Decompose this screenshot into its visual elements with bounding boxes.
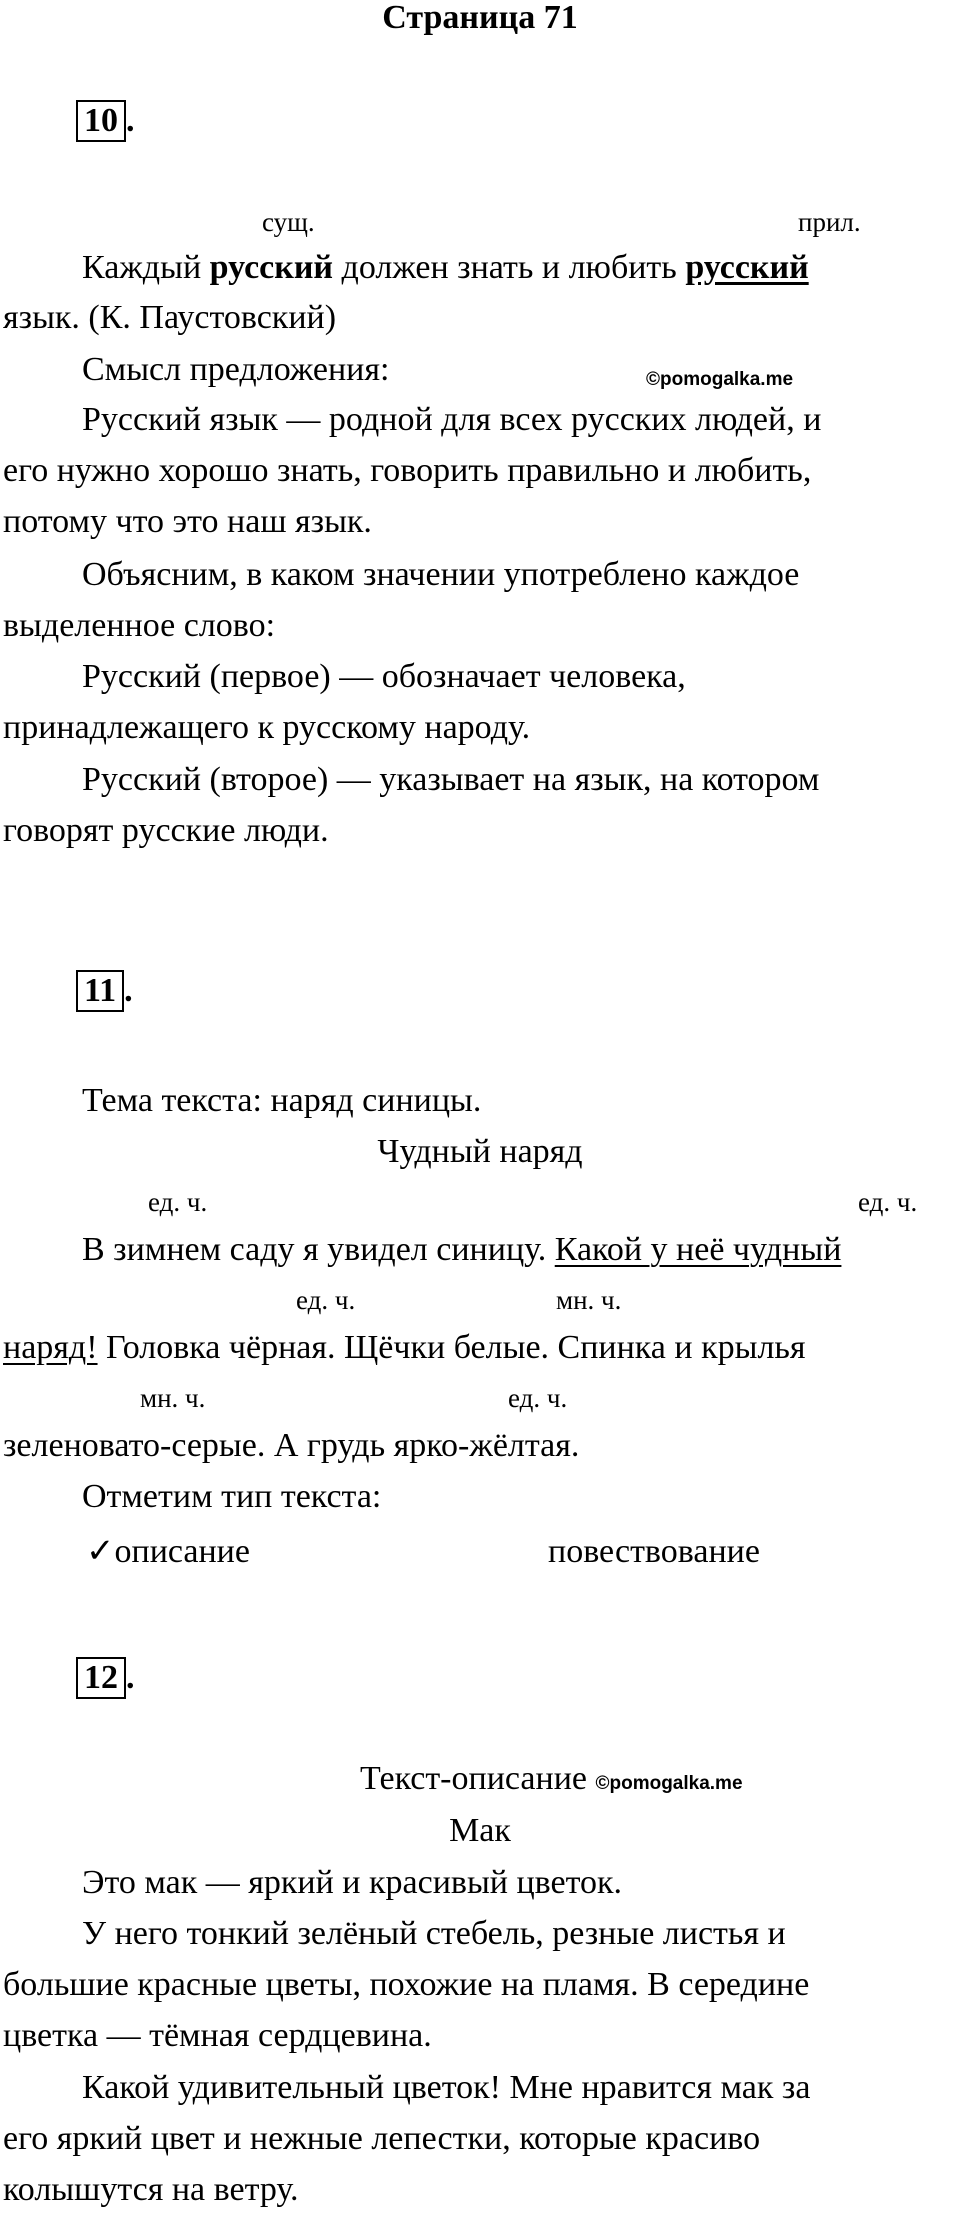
exercise-10-number: 10 . [76, 100, 135, 142]
page-title: Страница 71 [382, 0, 578, 36]
check-mark-icon: ✓ [86, 1533, 115, 1570]
option-narration: повествование [548, 1533, 760, 1570]
exercise-number-box: 12 [76, 1657, 126, 1699]
ex10-meaning-line-2: его нужно хорошо знать, говорить правильно и любить, [3, 452, 812, 489]
ex10-meaning-heading: Смысл предложения: [82, 351, 390, 388]
label-noun: сущ. [262, 207, 315, 237]
ex12-line-4: цветка — тёмная сердцевина. [3, 2017, 432, 2054]
ex11-theme: Тема текста: наряд синицы. [82, 1082, 482, 1119]
ex12-heading: Текст-описание ©pomogalka.me [360, 1760, 743, 1797]
ex12-line-2: У него тонкий зелёный стебель, резные листья и [82, 1915, 786, 1952]
ex11-text-line-1: В зимнем саду я увидел синицу. Какой у неё чудный [82, 1231, 842, 1268]
ex12-line-3: большие красные цветы, похожие на пламя. В середине [3, 1966, 810, 2003]
ex11-text-line-3: зеленовато-серые. А грудь ярко-жёлтая. [3, 1427, 580, 1464]
ex12-line-1: Это мак — яркий и красивый цветок. [82, 1864, 623, 1901]
underlined-sentence-part-1: Какой у неё чудный [554, 1231, 842, 1268]
label-plural: мн. ч. [140, 1383, 206, 1413]
ex12-subheading: Мак [449, 1812, 511, 1849]
ex10-explain-first-2: принадлежащего к русскому народу. [3, 709, 531, 746]
ex10-sentence-line-2: язык. (К. Паустовский) [3, 299, 337, 336]
ex10-explain-second-2: говорят русские люди. [3, 812, 329, 849]
label-singular: ед. ч. [858, 1187, 918, 1217]
exercise-number-box: 11 [76, 970, 124, 1012]
ex12-line-5: Какой удивительный цветок! Мне нравится мак за [82, 2069, 811, 2106]
exercise-12-number: 12 . [76, 1657, 135, 1699]
ex10-sentence-line-1: Каждый русский должен знать и любить русский [82, 249, 809, 286]
label-singular: ед. ч. [148, 1187, 208, 1217]
option-description: ✓описание [86, 1533, 250, 1570]
exercise-number-box: 10 [76, 100, 126, 142]
ex10-explain-first-1: Русский (первое) — обозначает человека, [82, 658, 686, 695]
ex10-meaning-line-3: потому что это наш язык. [3, 503, 372, 540]
exercise-11-number: 11 . [76, 970, 133, 1012]
ex11-heading: Чудный наряд [377, 1133, 583, 1170]
label-singular: ед. ч. [296, 1285, 356, 1315]
label-singular: ед. ч. [508, 1383, 568, 1413]
label-adjective: прил. [798, 207, 861, 237]
ex10-explain-heading-1: Объясним, в каком значении употреблено каждое [82, 556, 800, 593]
ex12-line-7: колышутся на ветру. [3, 2171, 299, 2208]
watermark: ©pomogalka.me [595, 1773, 743, 1794]
ex11-text-line-2: наряд! Головка чёрная. Щёчки белые. Спинка и крылья [3, 1329, 806, 1366]
ex12-line-6: его яркий цвет и нежные лепестки, которые красиво [3, 2120, 761, 2157]
label-plural: мн. ч. [556, 1285, 622, 1315]
underlined-sentence-part-2: наряд! [3, 1329, 98, 1366]
ex10-explain-heading-2: выделенное слово: [3, 607, 276, 644]
bold-underlined-word-russkiy-2: русский [685, 249, 809, 286]
watermark: ©pomogalka.me [646, 369, 794, 390]
ex10-meaning-line-1: Русский язык — родной для всех русских людей, и [82, 401, 822, 438]
bold-word-russkiy-1: русский [209, 249, 334, 286]
ex10-explain-second-1: Русский (второе) — указывает на язык, на котором [82, 761, 820, 798]
ex11-text-type-prompt: Отметим тип текста: [82, 1478, 382, 1515]
